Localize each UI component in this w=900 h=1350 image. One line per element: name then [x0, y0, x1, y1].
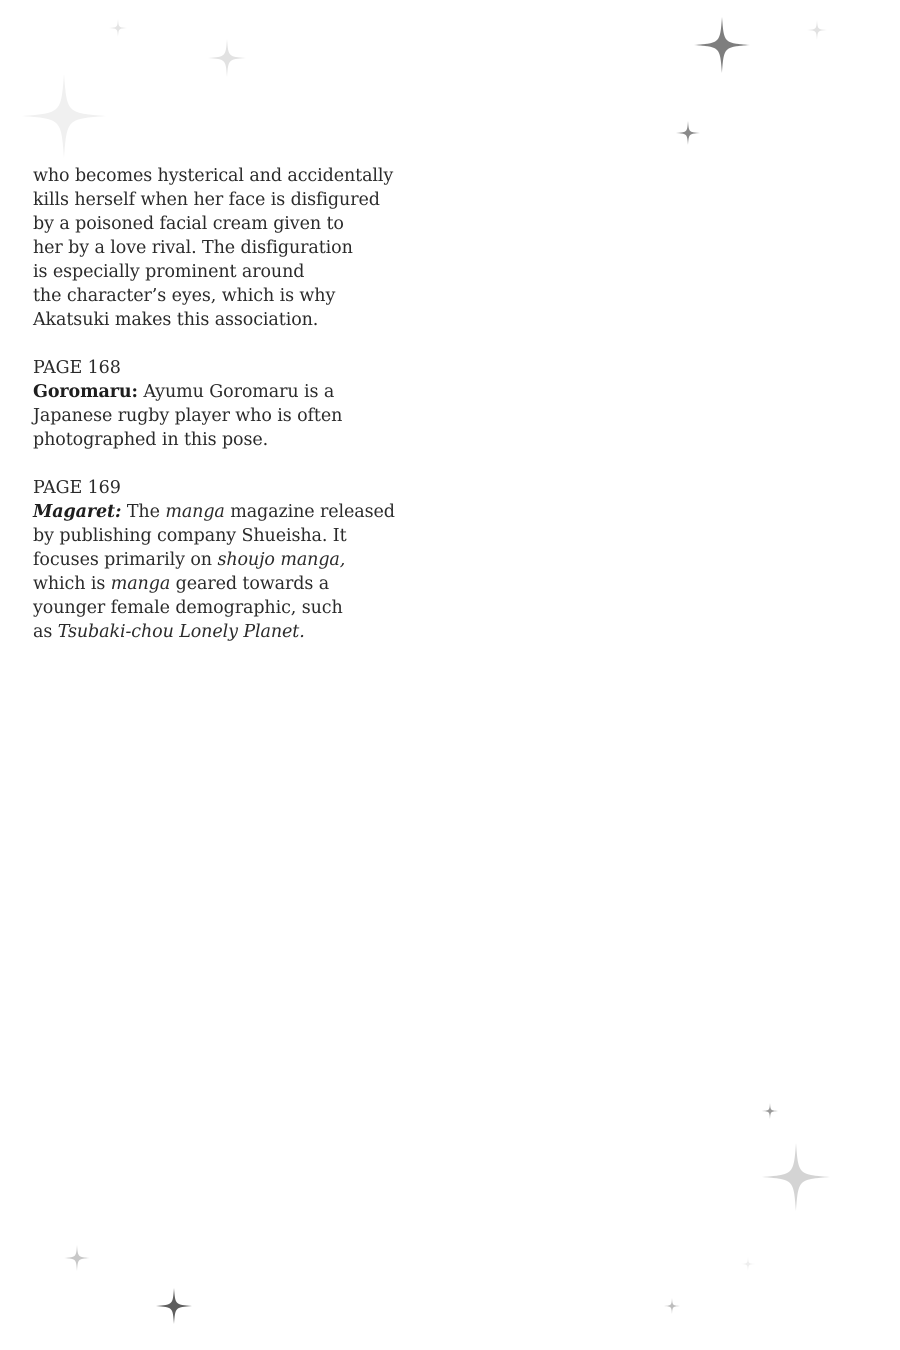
note-term: Magaret:	[33, 502, 122, 522]
sparkle-icon	[762, 1103, 778, 1119]
note-text: focuses primarily on	[33, 550, 218, 570]
note-line: the character’s eyes, which is why	[33, 286, 336, 306]
note-text-italic: shoujo manga,	[217, 550, 346, 570]
note-line: is especially prominent around	[33, 262, 305, 282]
translation-notes	[33, 164, 403, 668]
note-line: Akatsuki makes this association.	[33, 310, 319, 330]
note-page-168	[33, 356, 403, 452]
sparkle-icon	[22, 74, 106, 158]
note-text: geared towards a	[170, 574, 330, 594]
note-text: as	[33, 622, 58, 642]
sparkle-icon	[741, 1257, 755, 1271]
sparkle-icon	[762, 1143, 830, 1211]
note-continuation	[33, 164, 403, 332]
note-text-italic: manga	[110, 574, 171, 594]
note-text-italic: manga	[165, 502, 225, 522]
note-line: photographed in this pose.	[33, 430, 269, 450]
sparkle-icon	[156, 1288, 192, 1324]
page-heading: PAGE 169	[33, 478, 121, 498]
note-line	[33, 572, 403, 596]
sparkle-icon	[109, 19, 127, 37]
sparkle-icon	[807, 20, 827, 40]
note-line: by a poisoned facial cream given to	[33, 214, 344, 234]
note-text: Ayumu Goromaru is a	[137, 382, 335, 402]
note-line	[33, 500, 403, 524]
note-text-italic: Tsubaki-chou Lonely Planet.	[57, 622, 305, 642]
sparkle-icon	[676, 121, 700, 145]
sparkle-icon	[664, 1298, 680, 1314]
sparkle-icon	[64, 1245, 90, 1271]
note-text: The	[121, 502, 166, 522]
note-text: which is	[33, 574, 111, 594]
sparkle-icon	[208, 39, 246, 77]
note-line	[33, 380, 403, 404]
page-heading: PAGE 168	[33, 358, 121, 378]
sparkle-icon	[694, 17, 750, 73]
note-line	[33, 620, 403, 644]
note-line: by publishing company Shueisha. It	[33, 526, 347, 546]
note-page-169	[33, 476, 403, 644]
note-line: younger female demographic, such	[33, 598, 343, 618]
note-line: Japanese rugby player who is often	[33, 406, 343, 426]
note-term: Goromaru:	[33, 382, 138, 402]
note-text: magazine released	[224, 502, 395, 522]
note-line	[33, 548, 403, 572]
note-line: who becomes hysterical and accidentally	[33, 166, 394, 186]
note-line: kills herself when her face is disfigured	[33, 190, 380, 210]
note-line: her by a love rival. The disfiguration	[33, 238, 353, 258]
